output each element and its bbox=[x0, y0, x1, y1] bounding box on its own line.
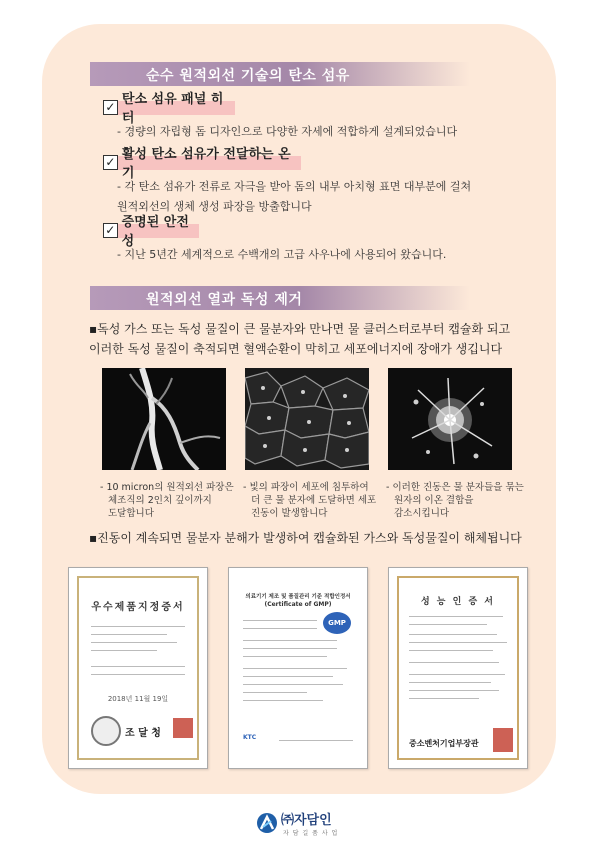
ktc-logo-icon: KTC bbox=[243, 734, 257, 741]
checkbox-icon: ✓ bbox=[103, 155, 118, 170]
company-logo bbox=[257, 809, 338, 837]
feature-heading-text: 탄소 섬유 패널 히터 bbox=[121, 92, 224, 126]
toxin-paragraph: ▪독성 가스 또는 독성 물질이 큰 물분자와 만나면 물 클러스터로부터 캡슐화 되고 이러한 독성 물질이 축적되면 혈액순환이 막히고 세포에너지에 장애가 생깁니다 bbox=[89, 322, 511, 356]
photo-caption: - 10 micron의 원적외선 파장은 체조직의 2인치 깊이까지 도달합니다 bbox=[100, 482, 234, 519]
feature-heading bbox=[103, 92, 235, 126]
photo-caption: - 빛의 파장이 세포에 침투하여 더 큰 물 분자에 도달하면 세포 진동이 발생합니다 bbox=[243, 482, 377, 519]
cell-tissue-image bbox=[245, 368, 369, 470]
gmp-badge: GMP bbox=[323, 612, 351, 634]
nerve-image bbox=[102, 368, 226, 470]
feature-heading bbox=[103, 147, 301, 181]
feature-desc: - 경량의 자립형 돔 디자인으로 다양한 자세에 적합하게 설계되었습니다 bbox=[117, 125, 458, 138]
certificate-gmp: 의료기기 제조 및 품질관리 기준 적합인정서 (Certificate of GMP) GMP KTC bbox=[228, 567, 368, 769]
feature-heading-text: 활성 탄소 섬유가 전달하는 온기 bbox=[121, 147, 291, 181]
certificate-excellent-product: 우수제품지정증서 2018년 11월 19일 조 달 청 bbox=[68, 567, 208, 769]
company-name: ㈜자담인 bbox=[281, 813, 332, 828]
checkbox-icon: ✓ bbox=[103, 100, 118, 115]
stamp-icon bbox=[493, 728, 513, 752]
feature-heading bbox=[103, 215, 199, 249]
feature-desc: - 각 탄소 섬유가 전류로 자극을 받아 돔의 내부 아치형 표면 대부분에 걸쳐 원적외선의 생체 생성 파장을 방출합니다 bbox=[117, 180, 472, 213]
photo-caption: - 이러한 진동은 물 분자들을 묶는 원자의 이온 결합을 감소시킵니다 bbox=[386, 482, 524, 519]
feature-heading-text: 증명된 안전성 bbox=[121, 215, 189, 249]
section-title-bar bbox=[90, 286, 470, 310]
certificate-performance: 성 능 인 증 서 중소벤처기업부장관 bbox=[388, 567, 528, 769]
section-title: 순수 원적외선 기술의 탄소 섬유 bbox=[146, 68, 350, 84]
section-title-bar bbox=[90, 62, 470, 86]
toxin-conclusion: ▪진동이 계속되면 물분자 분해가 발생하여 캡슐화된 가스와 독성물질이 해체됩니다 bbox=[89, 531, 522, 545]
logo-mark-icon bbox=[257, 813, 277, 833]
cell-explosion-image bbox=[388, 368, 512, 470]
company-tagline: 자 담 길 품 사 업 bbox=[283, 830, 339, 837]
stamp-icon bbox=[173, 718, 193, 738]
section-title: 원적외선 열과 독성 제거 bbox=[146, 292, 303, 308]
seal-icon bbox=[91, 716, 121, 746]
checkbox-icon: ✓ bbox=[103, 223, 118, 238]
feature-desc: - 지난 5년간 세계적으로 수백개의 고급 사우나에 사용되어 왔습니다. bbox=[117, 248, 447, 261]
